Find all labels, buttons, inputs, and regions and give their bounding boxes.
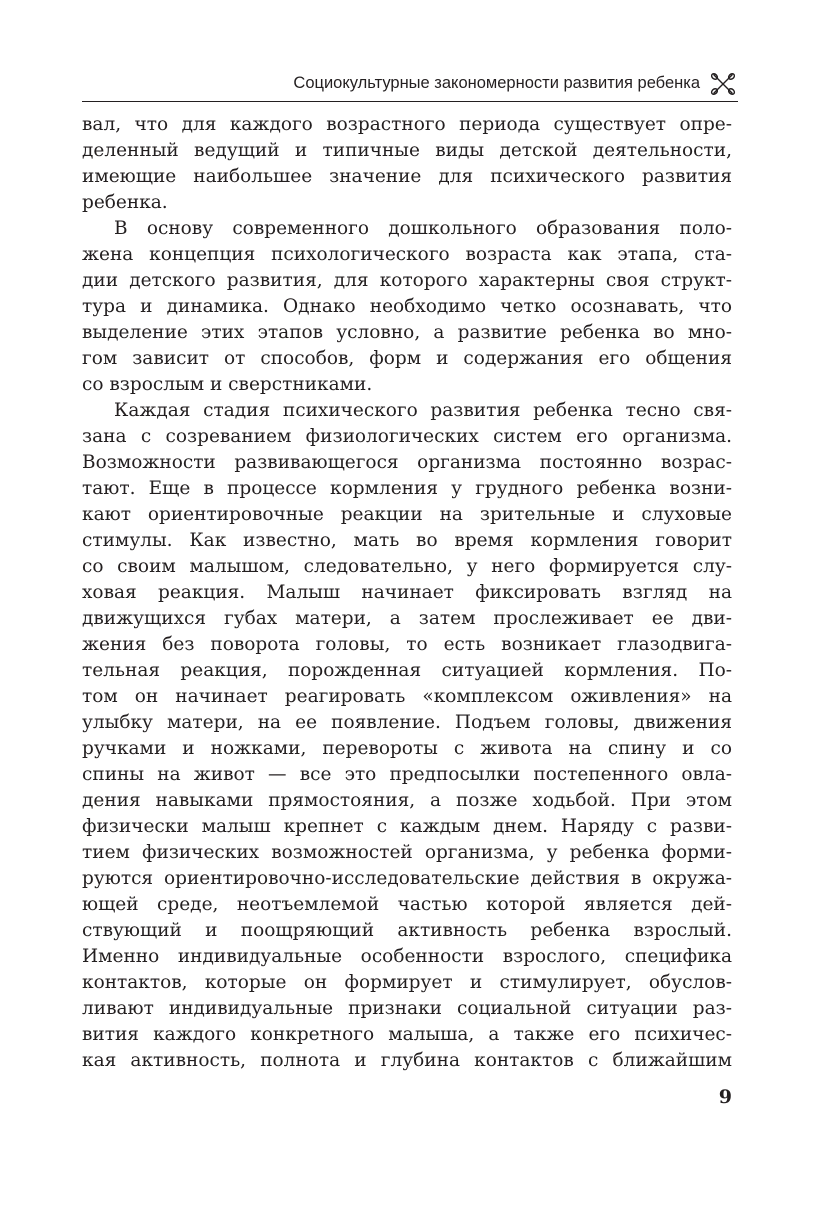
text-line: вал, что для каждого возрастного периода существует опре-	[82, 114, 732, 135]
text-line: кают ориентировочные реакции на зрительные и слуховые	[82, 504, 732, 525]
paragraph	[82, 216, 732, 398]
text-line: зана с созреванием физиологических систем его организма.	[82, 426, 732, 447]
text-line: со взрослым и сверстниками.	[82, 374, 373, 395]
text-line: вития каждого конкретного малыша, а также его психичес-	[82, 1024, 732, 1045]
paragraph	[82, 398, 732, 1074]
text-line: В основу современного дошкольного образования поло-	[114, 218, 732, 239]
text-line: Каждая стадия психического развития ребенка тесно свя-	[114, 400, 732, 421]
text-line: Именно индивидуальные особенности взрослого, специфика	[82, 946, 732, 967]
text-line: Возможности развивающегося организма постоянно возрас-	[82, 452, 732, 473]
text-line: стимулы. Как известно, мать во время кормления говорит	[82, 530, 732, 551]
scissors-flourish-icon	[710, 72, 736, 96]
text-line: движущихся губах матери, а затем прослеживает ее дви-	[82, 608, 732, 629]
text-line: тием физических возможностей организма, у ребенка форми-	[82, 842, 732, 863]
text-line: спины на живот — все это предпосылки постепенного овла-	[82, 764, 732, 785]
text-line: руются ориентировочно-исследовательские действия в окружа-	[82, 868, 732, 889]
text-line: дии детского развития, для которого характерны своя структ-	[82, 270, 732, 291]
text-line: со своим малышом, следовательно, у него формируется слу-	[82, 556, 732, 577]
text-line: физически малыш крепнет с каждым днем. Наряду с разви-	[82, 816, 732, 837]
text-line: тельная реакция, порожденная ситуацией кормления. По-	[82, 660, 732, 681]
text-line: том он начинает реагировать «комплексом оживления» на	[82, 686, 732, 707]
text-line: ховая реакция. Малыш начинает фиксировать взгляд на	[82, 582, 732, 603]
text-line: тают. Еще в процессе кормления у грудного ребенка возни-	[82, 478, 732, 499]
text-line: жения без поворота головы, то есть возникает глазодвига-	[82, 634, 732, 655]
body-text	[82, 112, 732, 1074]
text-line: ручками и ножками, перевороты с живота на спину и со	[82, 738, 732, 759]
text-line: тура и динамика. Однако необходимо четко осознавать, что	[82, 296, 732, 317]
text-line: дения навыками прямостояния, а позже ходьбой. При этом	[82, 790, 732, 811]
text-line: ребенка.	[82, 192, 168, 213]
text-line: ливают индивидуальные признаки социальной ситуации раз-	[82, 998, 732, 1019]
running-head	[82, 70, 738, 102]
text-line: контактов, которые он формирует и стимулирует, обуслов-	[82, 972, 732, 993]
paragraph	[82, 112, 732, 216]
text-line: ствующий и поощряющий активность ребенка взрослый.	[82, 920, 732, 941]
running-head-title: Социокультурные закономерности развития ребенка	[293, 74, 700, 92]
text-line: улыбку матери, на ее появление. Подъем головы, движения	[82, 712, 732, 733]
text-line: ющей среде, неотъемлемой частью которой является дей-	[82, 894, 732, 915]
text-line: кая активность, полнота и глубина контактов с ближайшим	[82, 1050, 732, 1071]
text-line: выделение этих этапов условно, а развитие ребенка во мно-	[82, 322, 732, 343]
text-line: деленный ведущий и типичные виды детской деятельности,	[82, 140, 732, 161]
page-number: 9	[718, 1086, 732, 1108]
text-line: жена концепция психологического возраста как этапа, ста-	[82, 244, 732, 265]
text-line: имеющие наибольшее значение для психического развития	[82, 166, 732, 187]
text-line: гом зависит от способов, форм и содержания его общения	[82, 348, 732, 369]
